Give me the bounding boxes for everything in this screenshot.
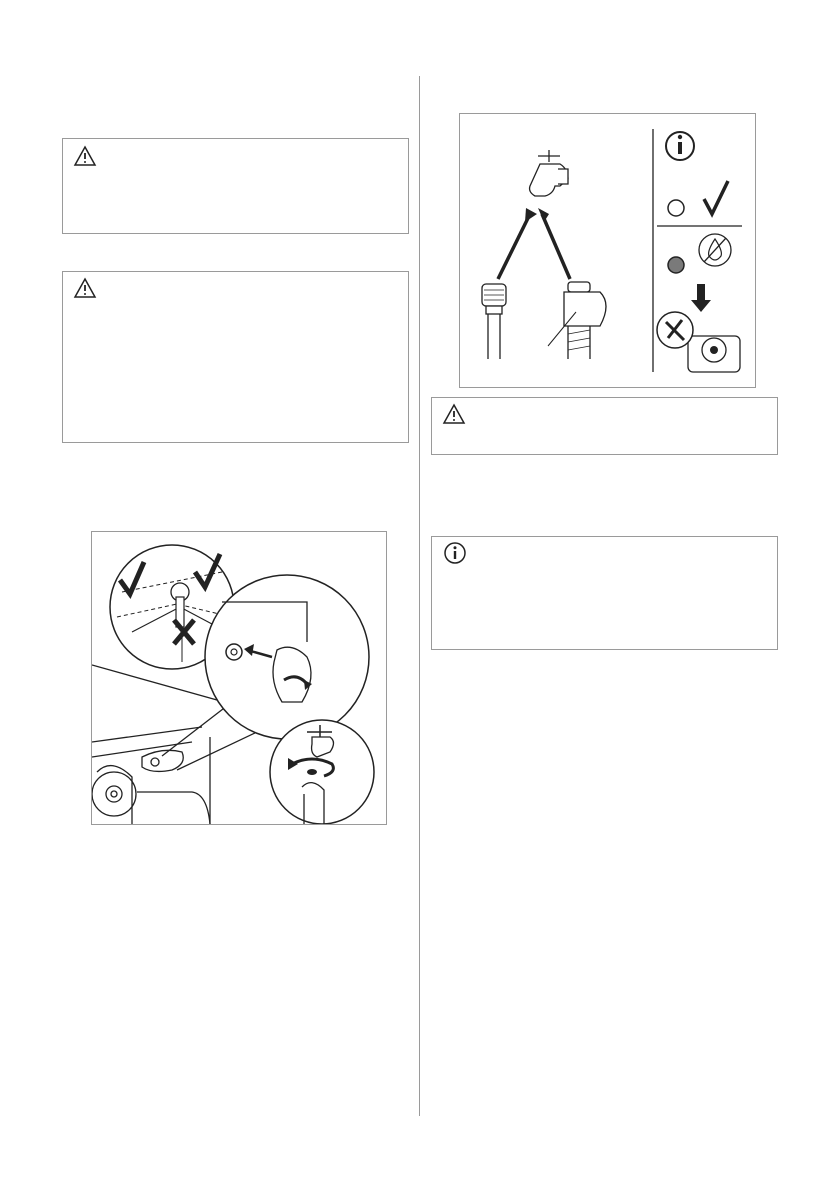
info-icon: [666, 132, 694, 160]
warning-box: [62, 138, 409, 234]
warning-triangle-icon: [442, 403, 466, 425]
service-phone-icon: [657, 312, 740, 372]
info-icon: [443, 541, 467, 565]
page-number: [799, 22, 829, 44]
hose-tightening-circle: [205, 575, 369, 739]
hose-connection-figure: [91, 531, 387, 825]
warning-triangle-icon: [73, 277, 97, 299]
warning-box: [62, 271, 409, 443]
hose-type-figure: [459, 113, 756, 388]
warning-box: [431, 397, 778, 455]
warning-triangle-icon: [73, 145, 97, 167]
info-box: [431, 536, 778, 650]
tap-detail-circle: [270, 720, 374, 824]
column-divider: [419, 76, 420, 1116]
water-drop-slash-icon: [699, 234, 731, 266]
